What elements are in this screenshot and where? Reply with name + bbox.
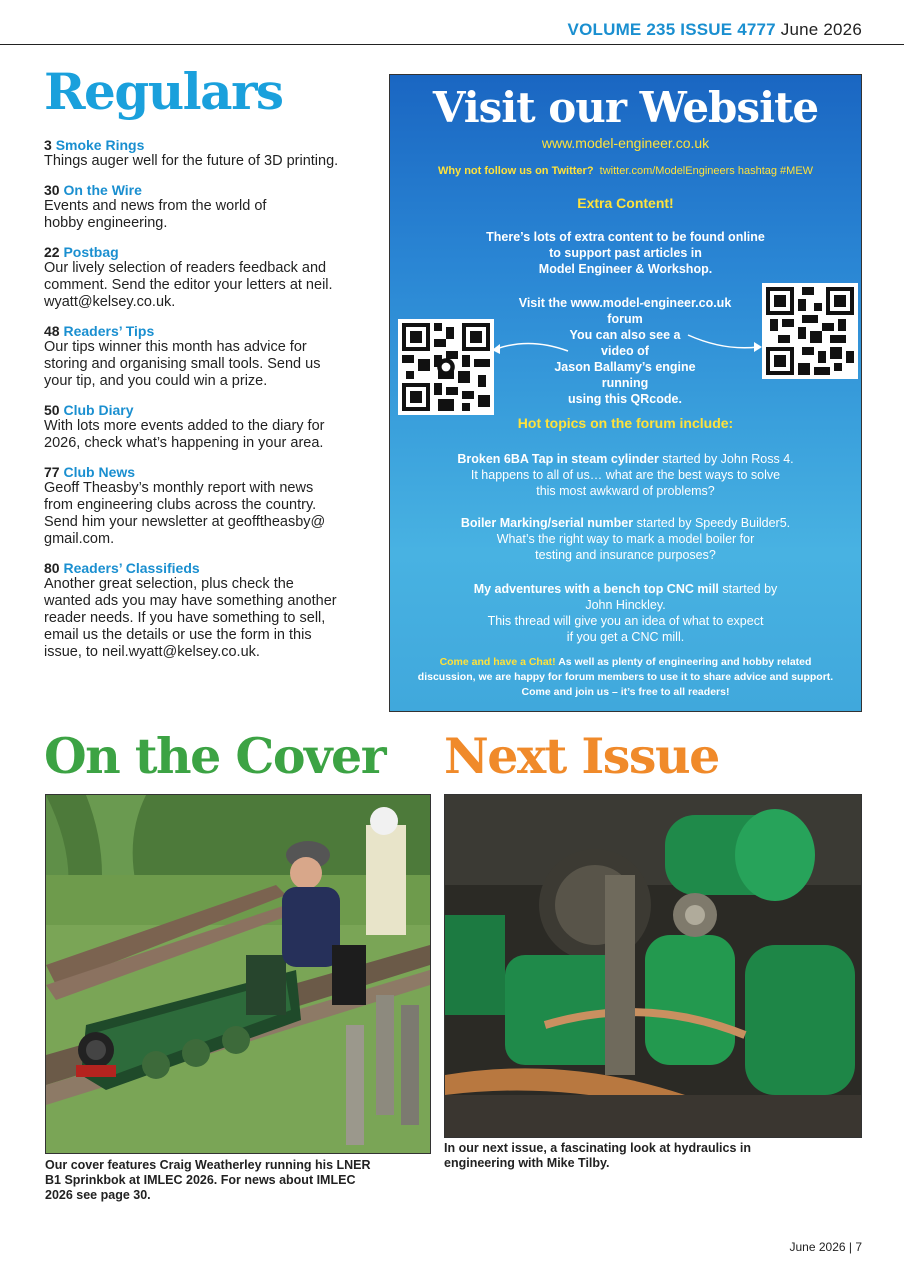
twitter-link[interactable]: twitter.com/ModelEngineers hashtag #MEW <box>599 165 814 177</box>
item-description: With lots more events added to the diary for 2026, check what’s happening in your area. <box>44 418 325 451</box>
hot-topics-title: Hot topics on the forum include: <box>517 415 734 431</box>
next-issue-caption: In our next issue, a fascinating look at hydraulics in engineering with Mike Tilby. <box>444 1141 752 1170</box>
twitter-question: Why not follow us on Twitter? <box>437 165 594 177</box>
topic-detail: started by John Ross 4. It happens to all of us… what are the best ways to solve this most awkward of problems? <box>470 452 794 498</box>
website-url-link[interactable]: www.model-engineer.co.uk <box>541 135 710 151</box>
item-title: Club Diary <box>63 402 134 418</box>
chat-text: As well as plenty of engineering and hobby related discussion, we are happy for forum members to use it to share advice and support. Come and join us – it’s free to all readers! <box>417 656 834 698</box>
regulars-title: Regulars <box>44 62 283 121</box>
forum-topic[interactable] <box>420 581 831 645</box>
item-title: Readers’ Classifieds <box>63 560 200 576</box>
website-promo-box <box>389 74 862 712</box>
page-number: 80 <box>44 560 60 576</box>
list-item[interactable] <box>44 402 374 452</box>
twitter-line <box>390 165 861 177</box>
page-number: 50 <box>44 402 60 418</box>
item-title: Postbag <box>63 244 119 260</box>
page-footer: June 2026 | 7 <box>789 1240 862 1254</box>
issue-date: June 2026 <box>780 20 862 39</box>
item-description: Events and news from the world of hobby engineering. <box>44 198 267 231</box>
extra-content-title: Extra Content! <box>577 195 674 211</box>
arrow-right-icon <box>686 331 764 353</box>
header-rule <box>0 44 904 45</box>
item-title: On the Wire <box>63 182 142 198</box>
item-description: Things auger well for the future of 3D printing. <box>44 153 339 169</box>
next-issue-title: Next Issue <box>444 727 719 785</box>
forum-visit-text: Visit the www.model-engineer.co.uk forum You can also see a video of Jason Ballamy’s engine running using this QRcode. <box>518 296 732 406</box>
on-the-cover-title: On the Cover <box>44 727 386 785</box>
cover-caption: Our cover features Craig Weatherley running his LNER B1 Sprinkbok at IMLEC 2026. For news about IMLEC 2026 see page 30. <box>45 1158 371 1202</box>
topic-title: Broken 6BA Tap in steam cylinder <box>457 452 659 466</box>
page-number: 30 <box>44 182 60 198</box>
topic-title: My adventures with a bench top CNC mill <box>473 582 719 596</box>
arrow-left-icon <box>490 337 570 361</box>
next-issue-photo <box>444 794 862 1138</box>
cover-photo <box>45 794 431 1154</box>
qr-code-icon[interactable] <box>398 319 494 415</box>
item-description: Geoff Theasby’s monthly report with news from engineering clubs across the country. Send him your newsletter at geofftheasby@ gmail.com. <box>44 480 326 547</box>
list-item[interactable] <box>44 323 374 390</box>
item-title: Club News <box>63 464 136 480</box>
list-item[interactable] <box>44 244 374 311</box>
website-title: Visit our Website <box>432 83 819 132</box>
item-title: Readers’ Tips <box>63 323 155 339</box>
list-item[interactable] <box>44 560 374 661</box>
forum-topic[interactable] <box>420 451 831 499</box>
item-description: Another great selection, plus check the wanted ads you may have something another reader needs. If you have something to sell, email us the details or use the form in this issue, to neil.wyatt@kelsey.co.uk. <box>44 576 337 660</box>
topic-title: Boiler Marking/serial number <box>460 516 634 530</box>
item-description: Our tips winner this month has advice for storing and organising small tools. Send us your tip, and you could win a prize. <box>44 339 321 389</box>
chat-highlight: Come and have a Chat! <box>439 656 556 668</box>
topic-detail: started by John Hinckley. This thread will give you an idea of what to expect if you get a CNC mill. <box>487 582 778 644</box>
qr-code-icon[interactable] <box>762 283 858 379</box>
item-title: Smoke Rings <box>55 137 145 153</box>
forum-topic[interactable] <box>420 515 831 563</box>
list-item[interactable] <box>44 182 374 232</box>
topic-detail: started by Speedy Builder5. What’s the right way to mark a model boiler for testing and insurance purposes? <box>496 516 791 562</box>
page-number: 3 <box>44 137 52 153</box>
item-description: Our lively selection of readers feedback and comment. Send the editor your letters at neil. wyatt@kelsey.co.uk. <box>44 260 333 310</box>
chat-invite <box>412 655 839 700</box>
volume-issue: VOLUME 235 ISSUE 4777 <box>567 20 776 39</box>
regulars-list <box>44 137 374 673</box>
page-number: 77 <box>44 464 60 480</box>
issue-header <box>568 20 862 40</box>
page-number: 22 <box>44 244 60 260</box>
list-item[interactable] <box>44 137 374 170</box>
extra-content-description: There’s lots of extra content to be found online to support past articles in Model Engineer & Workshop. <box>486 230 765 276</box>
page-number: 48 <box>44 323 60 339</box>
list-item[interactable] <box>44 464 374 548</box>
